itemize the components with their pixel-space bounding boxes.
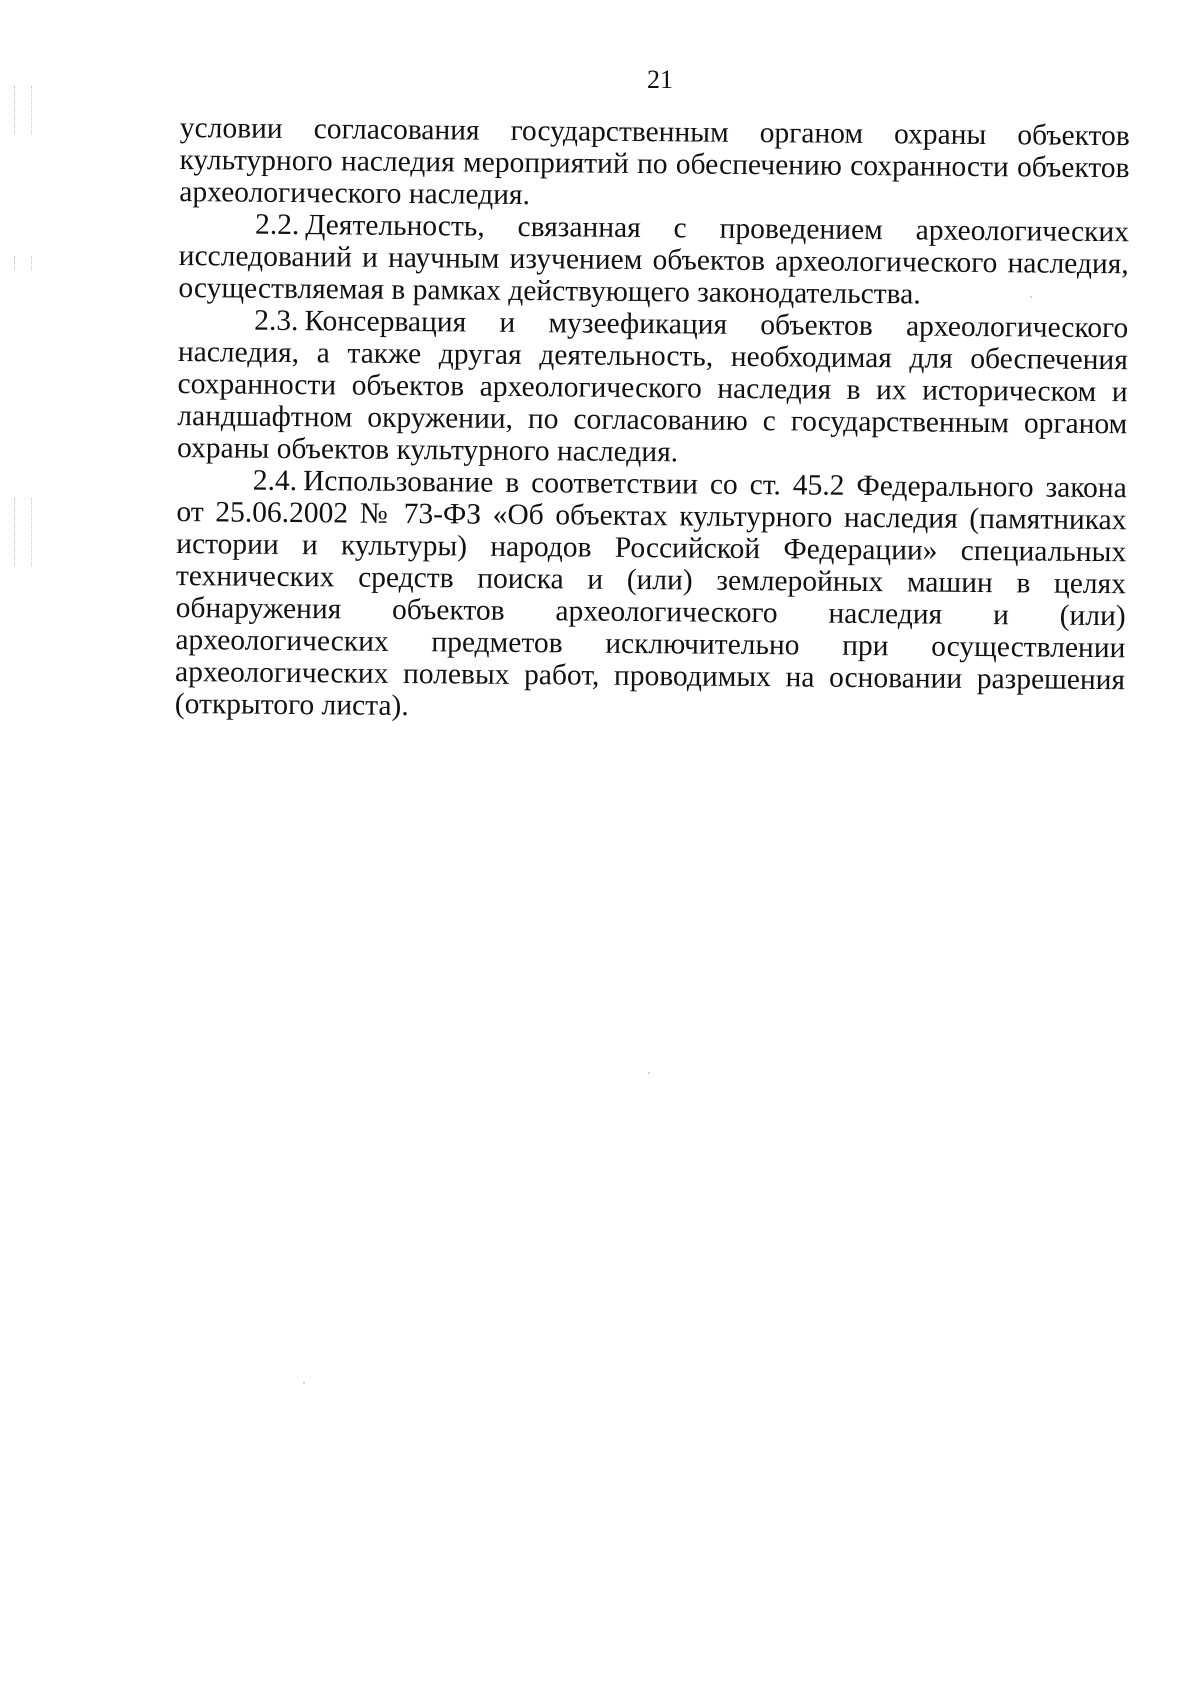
scan-artifact: [14, 256, 32, 270]
paragraph-2-3: [177, 304, 1128, 472]
page-number: 21: [647, 65, 673, 94]
paragraph-text: Консервация и музеефикация объектов археологического наследия, а также другая деятельность, необходимая для обеспечения сохранности объектов археологического наследия в их историческом и ландшафтном окружении, по согласованию с государственным органом охраны объектов культурного наследия.: [176, 305, 1129, 469]
paragraph-number: 2.3.: [254, 304, 299, 338]
paragraph-text: Использование в соответствии со ст. 45.2 Федерального закона от 25.06.2002 № 73-ФЗ «Об объектах культурного наследия (памятниках истории и культуры) народов Российской Федерации» специальных технических средств поиска и (или) землеройных машин в целях обнаружения объектов археологического наследия и (или) археологических предметов исключительно при осуществлении археологических полевых работ, проводимых на основании разрешения (открытого листа).: [174, 465, 1127, 723]
document-body: [175, 112, 1130, 728]
scan-speck: [303, 1382, 305, 1384]
paragraph-text: Деятельность, связанная с проведением археологических исследований и научным изучением объектов археологического наследия, осуществляемая в рамках действующего законодательства.: [178, 209, 1130, 311]
paragraph-number: 2.2.: [254, 208, 300, 242]
paragraph-text: условии согласования государственным органом охраны объектов культурного наследия мероприятий по обеспечению сохранности объектов археологического наследия.: [179, 112, 1130, 212]
scan-artifact: [14, 86, 32, 134]
scan-artifact: [14, 498, 32, 566]
paragraph-continuation: [179, 112, 1130, 216]
paragraph-2-2: [178, 208, 1129, 312]
paragraph-number: 2.4.: [252, 464, 298, 498]
scan-speck: [648, 1072, 650, 1074]
paragraph-2-4: [175, 464, 1127, 728]
